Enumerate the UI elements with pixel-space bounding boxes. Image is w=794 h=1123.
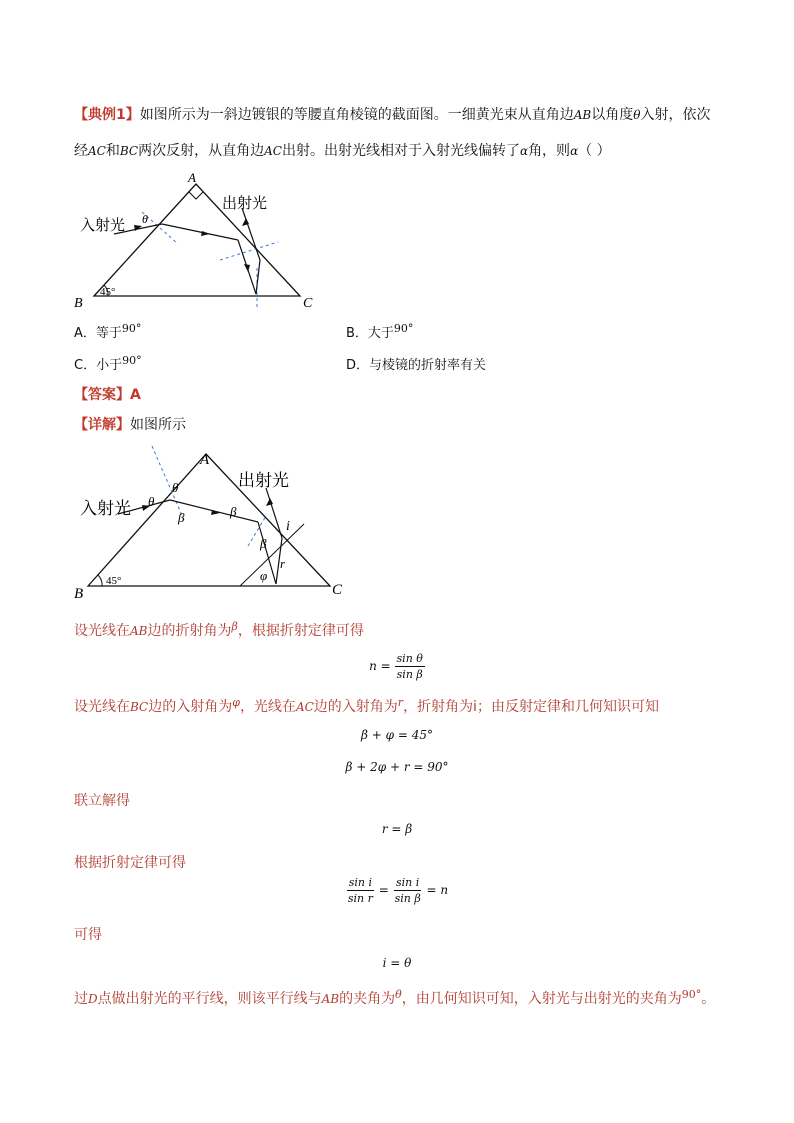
option-a[interactable]: A．等于$^{90^\circ}$ [74,322,142,341]
normal-ac [220,242,278,260]
theta-angle: θ [142,212,148,226]
equation-6: i = θ [382,956,412,970]
example-label: 【典例1】 [74,107,140,123]
outgoing-label: 出射光 [222,196,268,212]
solution-line-4: 根据折射定律可得 [74,855,186,871]
beta-1: β [178,510,185,525]
solution-line-3: 联立解得 [74,793,130,809]
solution-line-1: 设光线在AB边的折射角为$^\beta$，根据折射定律可得 [74,620,364,639]
angle-45-2: 45° [106,575,122,587]
r-angle: r [280,556,286,571]
incident-label: 入射光 [80,218,126,234]
solution-line-5: 可得 [74,927,102,943]
prism-triangle-2 [88,454,330,586]
i-angle: i [286,519,290,534]
prism-triangle [94,184,300,296]
outgoing-label-2: 出射光 [238,471,289,490]
theta-1: θ [148,494,155,509]
question-line-2: 经AC和BC两次反射，从直角边AC出射。出射光线相对于入射光线偏转了α角，则α（ ） [74,143,611,159]
incident-label-2: 入射光 [80,499,131,518]
beta-3: β [260,536,267,551]
prism-figure-2 [70,444,360,604]
prism-figure-1 [70,168,330,313]
right-angle-mark [189,192,203,199]
phi-angle: φ [260,568,268,583]
vertex-b-2: B [74,586,84,602]
equation-2: β + φ = 45° [361,728,433,742]
equation-5: $\frac{\text{sin i}}{\text{sin r}}$ = $\frac{\text{sin i}}{\text{sin β}}$ = n [347,876,449,905]
exit-ray-2 [266,488,282,538]
helper-line [240,524,304,586]
question-line-1: 【典例1】如图所示为一斜边镀银的等腰直角棱镜的截面图。一细黄光束从直角边AB以角度θ入射，依次 [74,107,711,123]
refracted-ray [162,224,238,240]
solution-line-2: 设光线在BC边的入射角为$^\varphi$，光线在AC边的入射角为$^r$，折射角为i；由反射定律和几何知识可知 [74,696,659,715]
vertex-a-2: A [200,452,210,468]
solution-line-6: 过D点做出射光的平行线，则该平行线与AB的夹角为$^\theta$，由几何知识可知，入射光与出射光的夹角为$^{90^\circ}$。 [74,988,716,1007]
beta-2: β [230,504,237,519]
detail-line: 【详解】如图所示 [74,417,186,433]
option-c[interactable]: C．小于$^{90^\circ}$ [74,354,142,373]
answer-line: 【答案】A [74,387,141,403]
option-d[interactable]: D．与棱镜的折射率有关 [346,358,487,373]
equation-3: β + 2φ + r = 90° [345,760,449,774]
vertex-b: B [74,296,83,311]
angle-45: 45° [100,286,116,298]
angle-45-arc-2 [98,575,102,586]
option-b[interactable]: B．大于$^{90^\circ}$ [346,322,414,341]
vertex-c-2: C [332,582,343,598]
vertex-a: A [188,170,196,185]
theta-2: θ [172,480,179,495]
equation-4: r = β [381,822,413,836]
equation-1: n = $\frac{\text{sin θ}}{\text{sin β}}$ [369,652,423,681]
vertex-c: C [303,296,313,311]
